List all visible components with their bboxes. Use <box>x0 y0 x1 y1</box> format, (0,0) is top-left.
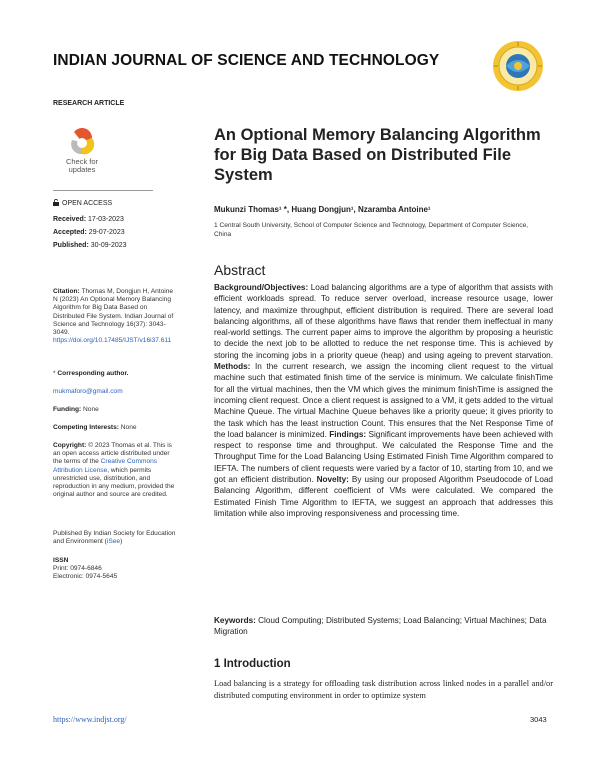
keywords <box>214 615 553 638</box>
lock-open-icon <box>53 199 59 206</box>
copyright-text-end: , which permits unrestricted use, distribution, and reproduction in any medium, provided the original author and source are credited. <box>53 466 175 499</box>
funding-line <box>53 406 178 414</box>
affiliation: 1 Central South University, School of Computer Science and Technology, Department of Computer Science, China <box>214 222 529 238</box>
accepted-line <box>53 229 125 236</box>
introduction-heading: 1 Introduction <box>214 658 291 670</box>
citation-text: Thomas M, Dongjun H, Antoine N (2023) An Optional Memory Balancing Algorithm for Big Data Based on Distributed File System. Indian Journal of Science and Technology 16(37): 3043-3049. <box>53 288 174 337</box>
methods-text: In the current research, we assign the incoming client request to the virtual machine such that estimated finish time of the service is minimum. We calculate finishTime for all the virtual machines, then the VM which gives the minimum finishTime is assigned the incoming client request. Once a client request is assigned to a VM, it gets added to the virtual Machine Queue. The virtual Machine Queue behaves like a priority queue; it gives priority to the task which has the least instruction Count. This ensures that the Net Response Time of the load balancer is minimized. <box>214 362 553 439</box>
check-for-updates-badge[interactable] <box>56 128 108 176</box>
electronic-issn: Electronic: 0974-5645 <box>53 573 118 581</box>
published-by-close: ) <box>120 538 123 546</box>
funding-value: None <box>83 406 99 413</box>
introduction-text: Load balancing is a strategy for offloading task distribution across linked nodes in a parallel and/or distributed computing environment in order to optimize system <box>214 679 553 700</box>
keywords-text: Cloud Computing; Distributed Systems; Load Balancing; Virtual Machines; Data Migration <box>214 616 547 637</box>
paper-title: An Optional Memory Balancing Algorithm for Big Data Based on Distributed File System <box>214 126 541 184</box>
novelty-text: By using our proposed Algorithm Pseudocode of Load Balancing Algorithm, different coefficient of VMs were calculated. We compared the Estimated Finish Time Algorithm to IEFTA, we suggest an approach that addresses this limitation while also improving responsiveness and processing time. <box>214 475 553 518</box>
open-access-label: OPEN ACCESS <box>62 200 113 207</box>
journal-logo <box>492 40 544 92</box>
received-date: 17-03-2023 <box>88 216 124 223</box>
competing-value: None <box>120 424 137 431</box>
received-label: Received: <box>53 216 87 223</box>
keywords-label: Keywords: <box>214 616 256 625</box>
sidebar-divider <box>53 190 153 191</box>
open-access-line <box>53 199 112 207</box>
corresponding-label: Corresponding author. <box>57 370 129 377</box>
page-number: 3043 <box>530 715 547 724</box>
published-by-text: Published By Indian Society for Education and Environment ( <box>53 530 176 546</box>
accepted-date: 29-07-2023 <box>88 229 125 236</box>
authors: Mukunzi Thomas¹ *, Huang Dongjun¹, Nzaramba Antoine¹ <box>214 205 431 214</box>
article-type: RESEARCH ARTICLE <box>53 100 125 107</box>
check-updates-label: Check for updates <box>65 157 99 174</box>
competing-label: Competing Interests: <box>53 424 119 431</box>
published-date: 30-09-2023 <box>90 242 127 249</box>
isee-link[interactable]: iSee <box>106 538 121 546</box>
journal-url-link[interactable]: https://www.indjst.org/ <box>53 715 127 724</box>
issn-label: ISSN <box>53 557 69 564</box>
cc-license-link[interactable]: Creative Commons Attribution License <box>53 458 158 474</box>
citation-block <box>53 288 178 345</box>
check-updates-icon <box>56 128 108 158</box>
novelty-label: Novelty: <box>316 475 349 485</box>
citation-label: Citation: <box>53 288 80 295</box>
methods-label: Methods: <box>214 362 251 372</box>
published-by-block <box>53 530 178 546</box>
published-line <box>53 242 127 249</box>
email-line <box>53 388 178 396</box>
print-issn: Print: 0974-6846 <box>53 565 102 573</box>
email-link[interactable]: mukmaforo@gmail.com <box>53 388 123 395</box>
copyright-block <box>53 442 178 499</box>
published-label: Published: <box>53 242 89 249</box>
background-text: Load balancing algorithms are a type of algorithm that assists with efficient workloads spread. To reduce server overload, increase resource usage, lower latency, and maximize throughput, efficient distribution is required. There are several load balancing algorithms, all of these algorithms have flaws that render them ineffectual in many real-world settings. The current paper aims to improve the algorithm by proposing a heuristic to decide the next job to be allotted to reduce the net response time. This is achieved by storing the incoming jobs in a priority queue (heap) and using ageing to prevent starvation. <box>214 283 553 360</box>
journal-title: INDIAN JOURNAL OF SCIENCE AND TECHNOLOGY <box>53 52 440 69</box>
findings-text: Significant improvements have been achieved with respect to response time and throughput. We calculated the Response Time and the Throughput Time for the Load Balancing Using Estimated Finish Time Algorithm compared to IEFTA. The numbers of client requests were varied by a factor of 10, starting from 10, and we got an efficient distribution. <box>214 429 553 485</box>
received-line <box>53 216 124 223</box>
asterisk-icon: * <box>53 370 56 377</box>
abstract-body <box>214 282 553 519</box>
competing-line <box>53 424 178 432</box>
findings-label: Findings: <box>329 429 367 439</box>
accepted-label: Accepted: <box>53 229 87 236</box>
funding-label: Funding: <box>53 406 82 413</box>
abstract-heading: Abstract <box>214 262 266 278</box>
copyright-label: Copyright: <box>53 442 87 449</box>
issn-block <box>53 557 178 582</box>
doi-link[interactable]: https://doi.org/10.17485/IJST/v16i37.611 <box>53 337 172 345</box>
corresponding-block <box>53 370 178 378</box>
background-label: Background/Objectives: <box>214 283 309 292</box>
copyright-text: © 2023 Thomas et al. This is an open access article distributed under the terms of the <box>53 442 172 466</box>
